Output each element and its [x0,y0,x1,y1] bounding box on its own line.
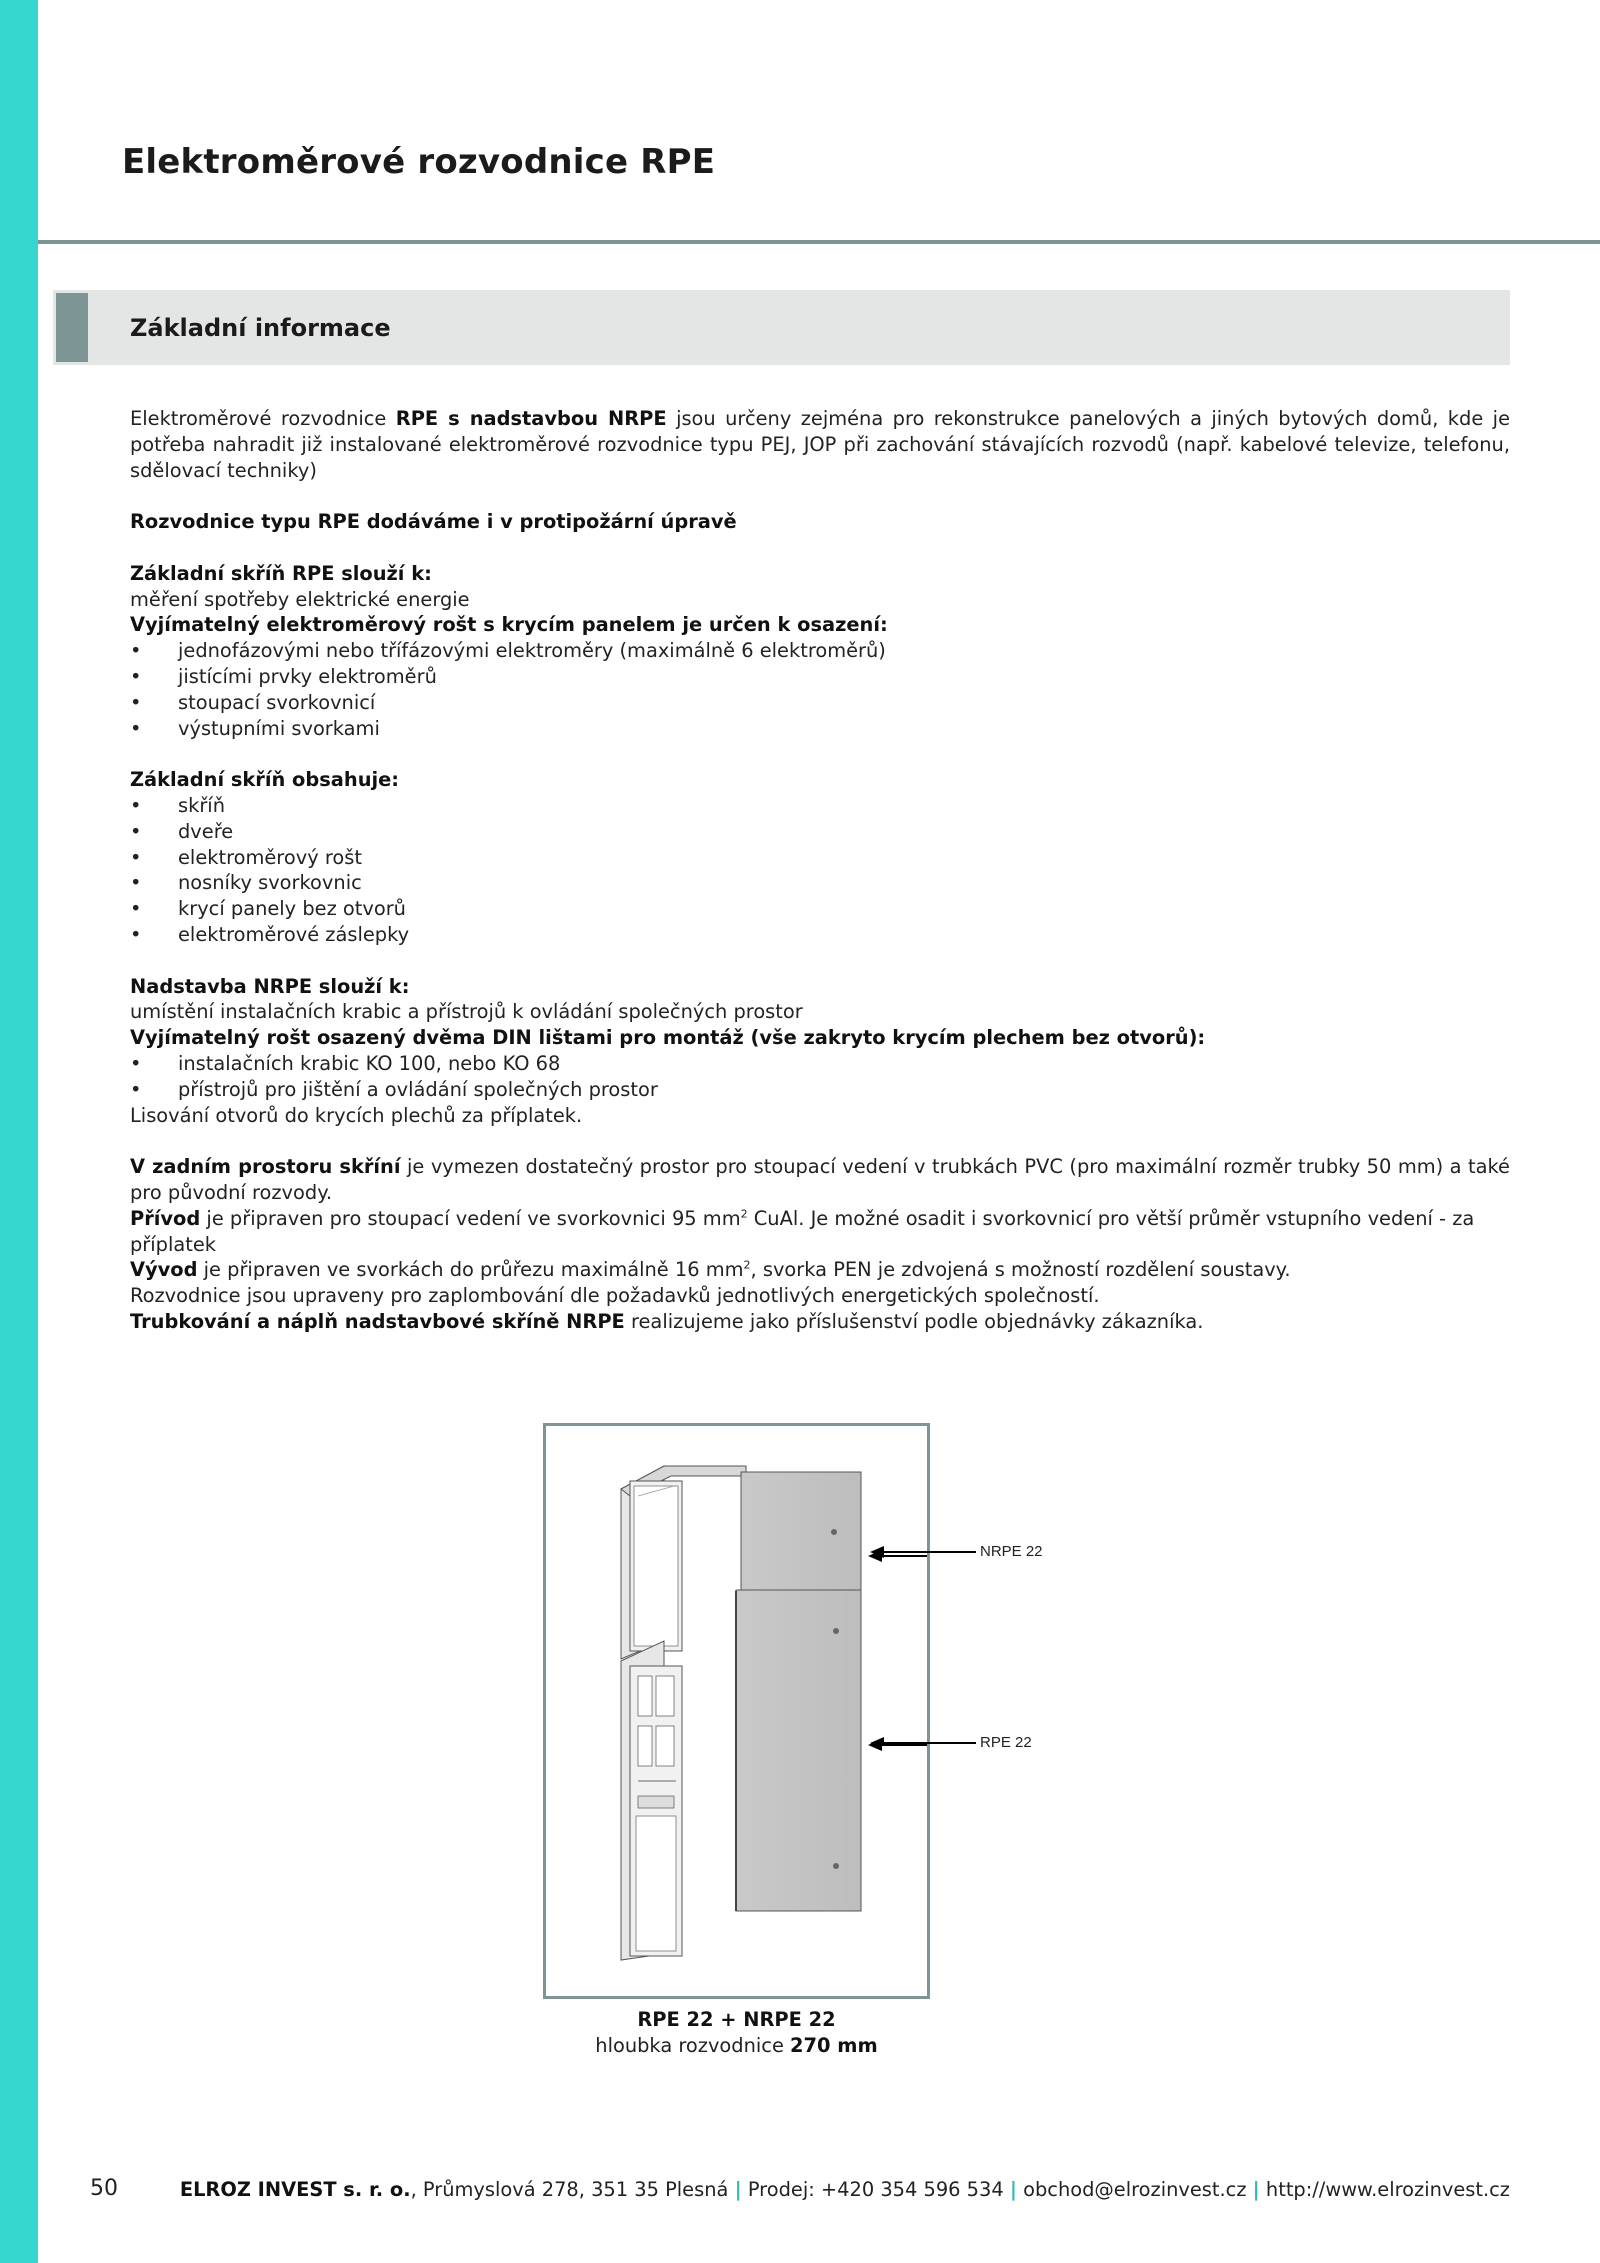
tubing-paragraph: Trubkování a náplň nadstavbové skříně NRPE realizujeme jako příslušenství podle objednávky zákazníka. [130,1309,1204,1333]
cabinet-contents-heading: Základní skříň obsahuje: [130,768,400,792]
page-number: 50 [90,2176,118,2201]
list-item: • krycí panely bez otvorů [130,897,406,921]
title-divider [38,240,1600,244]
label-nrpe22: NRPE 22 [980,1543,1043,1560]
list-item: • instalačních krabic KO 100, nebo KO 68 [130,1051,561,1075]
list-item: • stoupací svorkovnicí [130,690,376,714]
nrpe-note: Lisování otvorů do krycích plechů za příplatek. [130,1103,583,1127]
outlet-paragraph: Vývod je připraven ve svorkách do průřezu maximálně 16 $mm^2$, svorka PEN je zdvojená s možností rozdělení soustavy. [130,1258,1291,1282]
intro-text-rest: jsou určeny zejména pro rekonstrukce panelových a jiných bytových domů, kde je potřeba nahradit již instalované elektroměrové rozvodnice typu PEJ, JOP při zachování stávajících rozvodů (např. kabelové televize, telefonu, sdělovací techniky) [130,407,1510,482]
list-item: • elektroměrové záslepky [130,922,410,946]
label-rpe22: RPE 22 [980,1734,1032,1751]
section-marker [53,290,91,365]
footer-email-link[interactable]: obchod@elrozinvest.cz [1016,2178,1253,2201]
nrpe-purpose-text: umístění instalačních krabic a přístrojů k ovládání společných prostor [130,1000,803,1024]
nrpe-purpose-heading: Nadstavba NRPE slouží k: [130,974,410,998]
inlet-paragraph: Přívod je připraven pro stoupací vedení ve svorkovnici 95 $mm^2$ CuAl. Je možné osadit i svorkovnicí pro větší průměr vstupního vedení - za příplatek [130,1206,1475,1256]
list-item: • jistícími prvky elektroměrů [130,664,437,688]
list-item: • nosníky svorkovnic [130,871,362,895]
list-item: • výstupními svorkami [130,716,380,740]
page-title: Elektroměrové rozvodnice RPE [122,142,716,182]
footer-contact: ELROZ INVEST s. r. o., Průmyslová 278, 351 35 Plesná | Prodej: +420 354 596 534 | obchod@elrozinvest.cz | http://www.elrozinvest.cz [179,2178,1510,2201]
section-header [53,290,1510,365]
rear-space-paragraph: V zadním prostoru skříní je vymezen dostatečný prostor pro stoupací vedení v trubkách PVC (pro maximální rozměr trubky 50 mm) a také pro původní rozvody. [130,1155,1510,1204]
list-item: • elektroměrový rošt [130,845,362,869]
nrpe-grate-heading: Vyjímatelný rošt osazený dvěma DIN lištami pro montáž (vše zakryto krycím plechem bez otvorů): [130,1026,1206,1050]
intro-text: Elektroměrové rozvodnice [130,407,396,430]
list-item: • dveře [130,819,234,843]
side-accent-stripe [0,0,38,2263]
list-item: • přístrojů pro jištění a ovládání společných prostor [130,1077,658,1101]
list-item: • jednofázovými nebo třífázovými elektroměry (maximálně 6 elektroměrů) [130,639,886,663]
figure-caption-depth: hloubka rozvodnice 270 mm [595,2034,878,2057]
intro-bold: RPE s nadstavbou NRPE [395,407,667,430]
figure-caption-title: RPE 22 + NRPE 22 [637,2008,836,2031]
cabinet-purpose-heading: Základní skříň RPE slouží k: [130,561,432,585]
figure-arrows [868,1540,978,1745]
content-body [130,406,1510,1335]
fire-note: Rozvodnice typu RPE dodáváme i v protipožární úpravě [130,510,737,534]
cabinet-purpose-text: měření spotřeby elektrické energie [130,587,470,611]
list-item: • skříň [130,793,225,817]
intro-paragraph [130,406,1510,483]
section-title: Základní informace [130,314,391,342]
seal-paragraph: Rozvodnice jsou upraveny pro zaplombování dle požadavků jednotlivých energetických společností. [130,1284,1100,1308]
grate-heading: Vyjímatelný elektroměrový rošt s krycím panelem je určen k osazení: [130,613,888,637]
footer-web-link[interactable]: http://www.elrozinvest.cz [1259,2178,1510,2201]
